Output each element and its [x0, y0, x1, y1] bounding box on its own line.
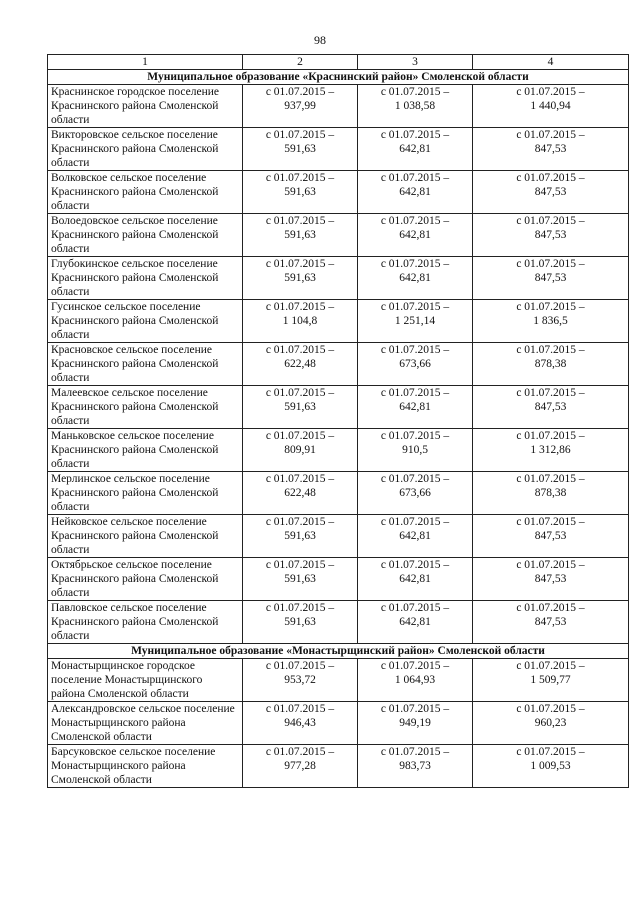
rate-effective-date: с 01.07.2015 – [265, 473, 335, 485]
rate-value: 591,63 [284, 229, 316, 241]
rate-cell-col-4 [473, 343, 629, 386]
rate-effective-date: с 01.07.2015 – [516, 215, 585, 227]
rate-effective-date: с 01.07.2015 – [516, 129, 585, 141]
rate-value: 847,53 [534, 530, 567, 542]
rate-effective-date: с 01.07.2015 – [265, 344, 335, 356]
rate-cell-col-3 [358, 558, 473, 601]
rate-cell-col-2 [243, 85, 358, 128]
rate-value: 1 312,86 [530, 444, 571, 456]
rate-value: 642,81 [399, 229, 431, 241]
column-number-4: 4 [473, 55, 629, 70]
rate-effective-date: с 01.07.2015 – [380, 516, 450, 528]
rate-cell-col-3 [358, 472, 473, 515]
tariff-table [47, 54, 629, 788]
rate-value: 1 509,77 [530, 674, 571, 686]
rate-cell-col-2 [243, 300, 358, 343]
settlement-name: Нейковское сельское поселение Краснинского района Смоленской области [48, 515, 243, 558]
rate-value: 591,63 [284, 530, 316, 542]
rate-cell-col-3 [358, 257, 473, 300]
column-number-1: 1 [48, 55, 243, 70]
rate-effective-date: с 01.07.2015 – [380, 703, 450, 715]
rate-cell-col-2 [243, 702, 358, 745]
rate-effective-date: с 01.07.2015 – [516, 602, 585, 614]
rate-cell-col-3 [358, 214, 473, 257]
rate-cell-col-4 [473, 429, 629, 472]
rate-effective-date: с 01.07.2015 – [380, 746, 450, 758]
settlement-name: Волковское сельское поселение Краснинского района Смоленской области [48, 171, 243, 214]
rate-value: 591,63 [284, 573, 316, 585]
rate-effective-date: с 01.07.2015 – [380, 387, 450, 399]
rate-cell-col-4 [473, 386, 629, 429]
rate-effective-date: с 01.07.2015 – [516, 301, 585, 313]
rate-value: 953,72 [284, 674, 316, 686]
rate-value: 642,81 [399, 186, 431, 198]
column-number-row [48, 55, 629, 70]
table-row [48, 702, 629, 745]
settlement-name: Краснинское городское поселение Краснинского района Смоленской области [48, 85, 243, 128]
table-row [48, 601, 629, 644]
rate-value: 591,63 [284, 272, 316, 284]
column-number-2: 2 [243, 55, 358, 70]
settlement-name: Павловское сельское поселение Краснинского района Смоленской области [48, 601, 243, 644]
settlement-name: Викторовское сельское поселение Краснинского района Смоленской области [48, 128, 243, 171]
table-row [48, 343, 629, 386]
rate-effective-date: с 01.07.2015 – [265, 215, 335, 227]
rate-effective-date: с 01.07.2015 – [516, 703, 585, 715]
rate-value: 1 836,5 [533, 315, 568, 327]
column-number-3: 3 [358, 55, 473, 70]
rate-value: 673,66 [399, 487, 431, 499]
rate-cell-col-3 [358, 515, 473, 558]
rate-cell-col-2 [243, 128, 358, 171]
rate-cell-col-2 [243, 343, 358, 386]
settlement-name: Красновское сельское поселение Краснинского района Смоленской области [48, 343, 243, 386]
rate-cell-col-4 [473, 745, 629, 788]
settlement-name: Мерлинское сельское поселение Краснинского района Смоленской области [48, 472, 243, 515]
rate-cell-col-3 [358, 343, 473, 386]
rate-cell-col-4 [473, 601, 629, 644]
rate-cell-col-3 [358, 702, 473, 745]
rate-effective-date: с 01.07.2015 – [516, 660, 585, 672]
rate-value: 673,66 [399, 358, 431, 370]
rate-value: 591,63 [284, 143, 316, 155]
rate-value: 591,63 [284, 401, 316, 413]
rate-cell-col-4 [473, 702, 629, 745]
rate-effective-date: с 01.07.2015 – [380, 129, 450, 141]
rate-value: 642,81 [399, 616, 431, 628]
rate-value: 809,91 [284, 444, 316, 456]
rate-value: 642,81 [399, 573, 431, 585]
settlement-name: Глубокинское сельское поселение Краснинского района Смоленской области [48, 257, 243, 300]
rate-value: 878,38 [534, 487, 567, 499]
rate-value: 642,81 [399, 401, 431, 413]
rate-cell-col-3 [358, 300, 473, 343]
rate-value: 960,23 [534, 717, 567, 729]
rate-cell-col-3 [358, 171, 473, 214]
rate-cell-col-3 [358, 659, 473, 702]
rate-value: 910,5 [402, 444, 428, 456]
rate-cell-col-4 [473, 659, 629, 702]
rate-cell-col-4 [473, 558, 629, 601]
rate-value: 878,38 [534, 358, 567, 370]
rate-value: 937,99 [284, 100, 316, 112]
rate-effective-date: с 01.07.2015 – [380, 344, 450, 356]
table-body [48, 70, 629, 788]
rate-value: 977,28 [284, 760, 316, 772]
table-row [48, 515, 629, 558]
rate-value: 642,81 [399, 143, 431, 155]
settlement-name: Октябрьское сельское поселение Краснинского района Смоленской области [48, 558, 243, 601]
rate-effective-date: с 01.07.2015 – [380, 301, 450, 313]
rate-effective-date: с 01.07.2015 – [265, 703, 335, 715]
rate-value: 622,48 [284, 487, 316, 499]
rate-effective-date: с 01.07.2015 – [265, 430, 335, 442]
rate-effective-date: с 01.07.2015 – [516, 387, 585, 399]
rate-cell-col-2 [243, 558, 358, 601]
rate-value: 591,63 [284, 616, 316, 628]
settlement-name: Маньковское сельское поселение Краснинского района Смоленской области [48, 429, 243, 472]
rate-effective-date: с 01.07.2015 – [265, 301, 335, 313]
rate-cell-col-3 [358, 128, 473, 171]
rate-effective-date: с 01.07.2015 – [516, 344, 585, 356]
rate-effective-date: с 01.07.2015 – [516, 559, 585, 571]
rate-effective-date: с 01.07.2015 – [265, 746, 335, 758]
table-row [48, 257, 629, 300]
rate-effective-date: с 01.07.2015 – [265, 86, 335, 98]
section-header-row [48, 70, 629, 85]
rate-cell-col-4 [473, 214, 629, 257]
rate-effective-date: с 01.07.2015 – [265, 660, 335, 672]
rate-value: 642,81 [399, 272, 431, 284]
rate-effective-date: с 01.07.2015 – [380, 86, 450, 98]
rate-cell-col-2 [243, 515, 358, 558]
rate-cell-col-4 [473, 171, 629, 214]
rate-cell-col-3 [358, 601, 473, 644]
rate-effective-date: с 01.07.2015 – [380, 660, 450, 672]
rate-effective-date: с 01.07.2015 – [516, 516, 585, 528]
rate-value: 622,48 [284, 358, 316, 370]
rate-cell-col-4 [473, 472, 629, 515]
table-row [48, 429, 629, 472]
rate-cell-col-2 [243, 386, 358, 429]
rate-cell-col-4 [473, 85, 629, 128]
rate-effective-date: с 01.07.2015 – [380, 473, 450, 485]
rate-cell-col-3 [358, 386, 473, 429]
rate-effective-date: с 01.07.2015 – [380, 172, 450, 184]
rate-cell-col-2 [243, 472, 358, 515]
rate-effective-date: с 01.07.2015 – [265, 516, 335, 528]
section-title: Муниципальное образование «Краснинский район» Смоленской области [48, 70, 629, 85]
rate-value: 1 104,8 [282, 315, 318, 327]
rate-value: 847,53 [534, 401, 567, 413]
rate-cell-col-2 [243, 171, 358, 214]
table-row [48, 300, 629, 343]
rate-value: 1 009,53 [530, 760, 571, 772]
rate-value: 847,53 [534, 616, 567, 628]
table-row [48, 85, 629, 128]
rate-cell-col-2 [243, 429, 358, 472]
rate-cell-col-2 [243, 214, 358, 257]
rate-value: 847,53 [534, 229, 567, 241]
rate-cell-col-3 [358, 85, 473, 128]
rate-cell-col-2 [243, 659, 358, 702]
rate-value: 591,63 [284, 186, 316, 198]
rate-value: 949,19 [399, 717, 431, 729]
rate-cell-col-2 [243, 745, 358, 788]
rate-value: 642,81 [399, 530, 431, 542]
table-row [48, 745, 629, 788]
rate-cell-col-4 [473, 300, 629, 343]
rate-effective-date: с 01.07.2015 – [265, 258, 335, 270]
section-title: Муниципальное образование «Монастырщинский район» Смоленской области [48, 644, 629, 659]
rate-cell-col-4 [473, 257, 629, 300]
rate-effective-date: с 01.07.2015 – [380, 430, 450, 442]
table-row [48, 659, 629, 702]
table-row [48, 128, 629, 171]
settlement-name: Монастырщинское городское поселение Монастырщинского района Смоленской области [48, 659, 243, 702]
rate-effective-date: с 01.07.2015 – [516, 258, 585, 270]
table-row [48, 386, 629, 429]
rate-value: 1 064,93 [394, 674, 436, 686]
rate-effective-date: с 01.07.2015 – [516, 86, 585, 98]
rate-cell-col-4 [473, 128, 629, 171]
rate-effective-date: с 01.07.2015 – [265, 387, 335, 399]
rate-cell-col-3 [358, 429, 473, 472]
table-row [48, 472, 629, 515]
settlement-name: Малеевское сельское поселение Краснинского района Смоленской области [48, 386, 243, 429]
rate-effective-date: с 01.07.2015 – [516, 746, 585, 758]
table-row [48, 214, 629, 257]
rate-effective-date: с 01.07.2015 – [380, 215, 450, 227]
settlement-name: Гусинское сельское поселение Краснинского района Смоленской области [48, 300, 243, 343]
page-number: 98 [314, 33, 326, 47]
rate-effective-date: с 01.07.2015 – [516, 430, 585, 442]
rate-effective-date: с 01.07.2015 – [380, 559, 450, 571]
rate-value: 946,43 [284, 717, 316, 729]
rate-effective-date: с 01.07.2015 – [516, 172, 585, 184]
rate-effective-date: с 01.07.2015 – [516, 473, 585, 485]
rate-value: 983,73 [399, 760, 431, 772]
rate-effective-date: с 01.07.2015 – [265, 129, 335, 141]
table-row [48, 558, 629, 601]
settlement-name: Александровское сельское поселение Монастырщинского района Смоленской области [48, 702, 243, 745]
rate-value: 1 038,58 [394, 100, 436, 112]
settlement-name: Барсуковское сельское поселение Монастырщинского района Смоленской области [48, 745, 243, 788]
rate-effective-date: с 01.07.2015 – [265, 172, 335, 184]
rate-value: 847,53 [534, 143, 567, 155]
section-header-row [48, 644, 629, 659]
rate-effective-date: с 01.07.2015 – [265, 559, 335, 571]
rate-effective-date: с 01.07.2015 – [380, 602, 450, 614]
rate-value: 1 440,94 [530, 100, 571, 112]
rate-cell-col-3 [358, 745, 473, 788]
table-row [48, 171, 629, 214]
rate-value: 1 251,14 [394, 315, 436, 327]
rate-value: 847,53 [534, 272, 567, 284]
rate-value: 847,53 [534, 573, 567, 585]
rate-effective-date: с 01.07.2015 – [265, 602, 335, 614]
rate-cell-col-2 [243, 601, 358, 644]
rate-value: 847,53 [534, 186, 567, 198]
rate-cell-col-2 [243, 257, 358, 300]
rate-effective-date: с 01.07.2015 – [380, 258, 450, 270]
rate-cell-col-4 [473, 515, 629, 558]
settlement-name: Волоедовское сельское поселение Краснинского района Смоленской области [48, 214, 243, 257]
